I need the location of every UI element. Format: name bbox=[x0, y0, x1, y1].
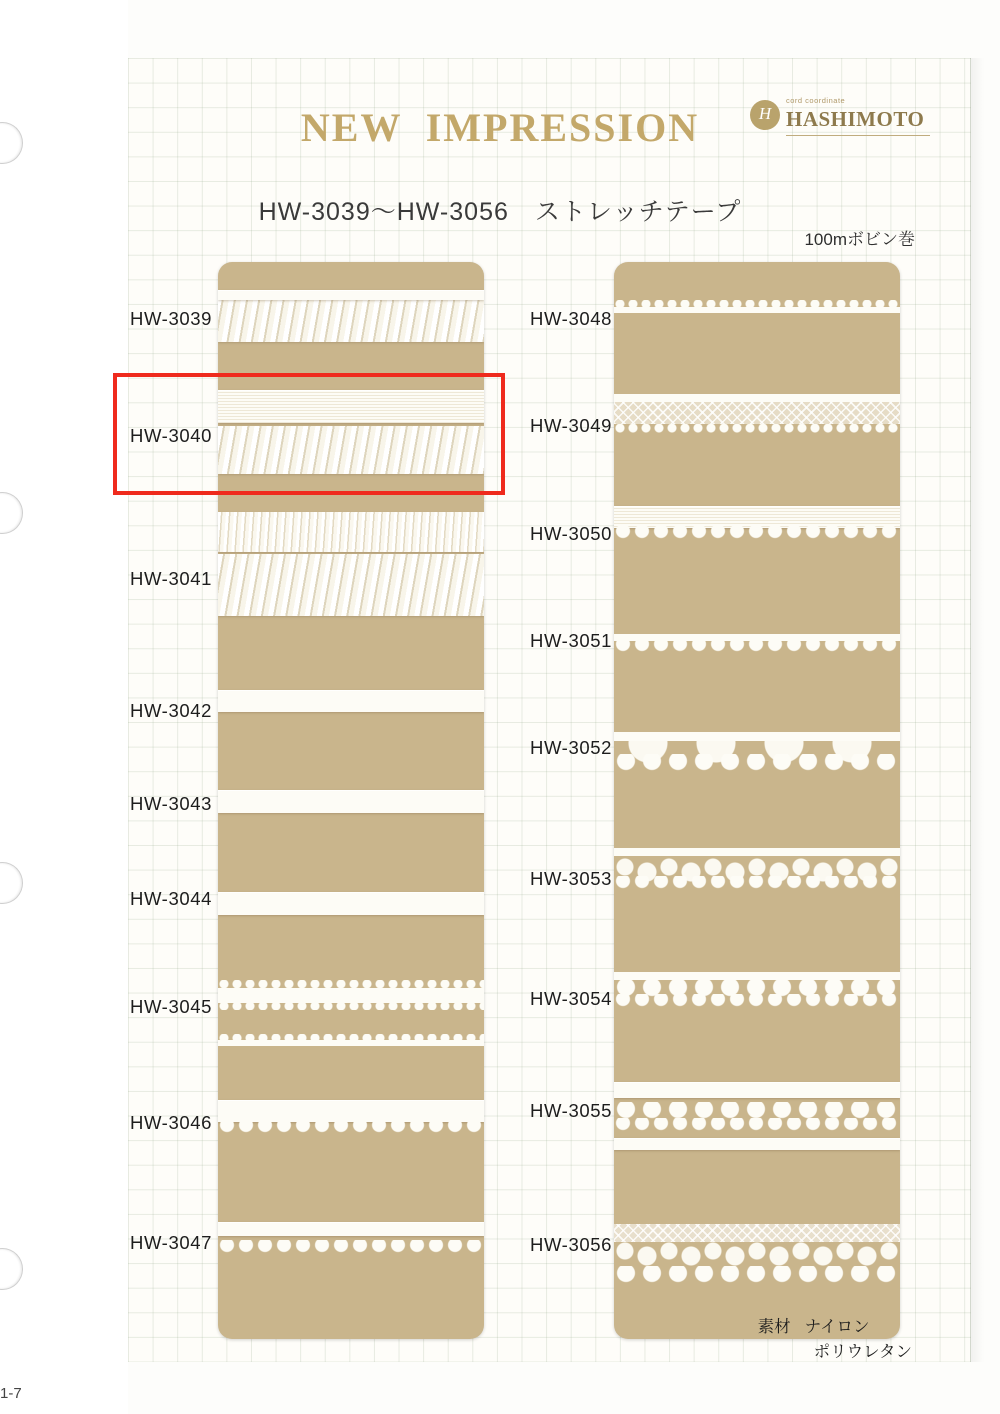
page-number: 1-7 bbox=[0, 1385, 22, 1402]
tape-sample-hw-3049 bbox=[614, 394, 900, 438]
logo-brand: HASHIMOTO bbox=[786, 107, 925, 131]
tape-sample-hw-3055 bbox=[614, 1102, 900, 1138]
tape-sample-hw-3046 bbox=[218, 1100, 484, 1122]
page-subtitle bbox=[0, 192, 1000, 228]
swatch-label-hw-3049: HW-3049 bbox=[530, 415, 613, 436]
tape-sample-hw-3055-lower bbox=[614, 1138, 900, 1150]
tape-sample-hw-3046-picot bbox=[218, 1120, 484, 1134]
tape-sample-hw-3045 bbox=[218, 980, 484, 1020]
swatch-label-hw-3046: HW-3046 bbox=[130, 1112, 213, 1133]
material-value-polyurethane: ポリウレタン bbox=[813, 1343, 912, 1362]
tape-sample-hw-3041-top bbox=[218, 512, 484, 552]
swatch-label-hw-3039: HW-3039 bbox=[130, 308, 213, 329]
tape-sample-hw-3051 bbox=[614, 634, 900, 654]
logo-tagline: cord coordinate bbox=[786, 96, 846, 105]
subtitle-code-range: HW-3039〜HW-3056 bbox=[258, 198, 509, 226]
swatch-label-hw-3054: HW-3054 bbox=[530, 988, 613, 1009]
bobbin-note: 100mボビン巻 bbox=[804, 230, 915, 249]
swatch-label-hw-3050: HW-3050 bbox=[530, 523, 613, 544]
tape-sample-hw-3042 bbox=[218, 690, 484, 712]
subtitle-product-name: ストレッチテープ bbox=[534, 198, 742, 226]
highlight-box-hw-3040 bbox=[113, 373, 505, 495]
tape-sample-hw-3053 bbox=[614, 848, 900, 892]
material-info bbox=[758, 1315, 912, 1366]
tape-sample-hw-3052 bbox=[614, 732, 900, 772]
tape-sample-hw-3039-band bbox=[218, 290, 484, 300]
swatch-card-right bbox=[614, 262, 900, 1339]
tape-sample-hw-3056 bbox=[614, 1224, 900, 1286]
swatch-label-hw-3040: HW-3040 bbox=[130, 425, 213, 446]
tape-sample-hw-3050 bbox=[614, 506, 900, 528]
swatch-label-hw-3056: HW-3056 bbox=[530, 1234, 613, 1255]
tape-sample-hw-3055-band bbox=[614, 1082, 900, 1098]
swatch-label-hw-3045: HW-3045 bbox=[130, 996, 213, 1017]
tape-sample-hw-3045-lower bbox=[218, 1034, 484, 1050]
hashimoto-logo bbox=[750, 96, 930, 150]
swatch-label-hw-3044: HW-3044 bbox=[130, 888, 213, 909]
tape-sample-hw-3041 bbox=[218, 554, 484, 616]
material-label: 素材 bbox=[757, 1317, 791, 1336]
swatch-label-hw-3055: HW-3055 bbox=[530, 1100, 613, 1121]
logo-mark-icon bbox=[750, 100, 780, 130]
tape-sample-hw-3050-scallop bbox=[614, 526, 900, 542]
tape-sample-hw-3048 bbox=[614, 300, 900, 318]
swatch-label-hw-3051: HW-3051 bbox=[530, 630, 613, 651]
material-value-nylon: ナイロン bbox=[804, 1317, 870, 1336]
swatch-label-hw-3042: HW-3042 bbox=[130, 700, 213, 721]
swatch-label-hw-3052: HW-3052 bbox=[530, 737, 613, 758]
logo-rule bbox=[786, 135, 930, 136]
swatch-label-hw-3041: HW-3041 bbox=[130, 568, 213, 589]
swatch-label-hw-3053: HW-3053 bbox=[530, 868, 613, 889]
swatch-label-hw-3047: HW-3047 bbox=[130, 1232, 213, 1253]
tape-sample-hw-3043 bbox=[218, 790, 484, 813]
swatch-label-hw-3043: HW-3043 bbox=[130, 793, 213, 814]
tape-sample-hw-3047-picot bbox=[218, 1240, 484, 1254]
swatch-label-hw-3048: HW-3048 bbox=[530, 308, 613, 329]
page-title: NEW IMPRESSION bbox=[300, 105, 700, 150]
tape-sample-hw-3054 bbox=[614, 972, 900, 1008]
tape-sample-hw-3044 bbox=[218, 892, 484, 915]
tape-sample-hw-3047 bbox=[218, 1222, 484, 1236]
